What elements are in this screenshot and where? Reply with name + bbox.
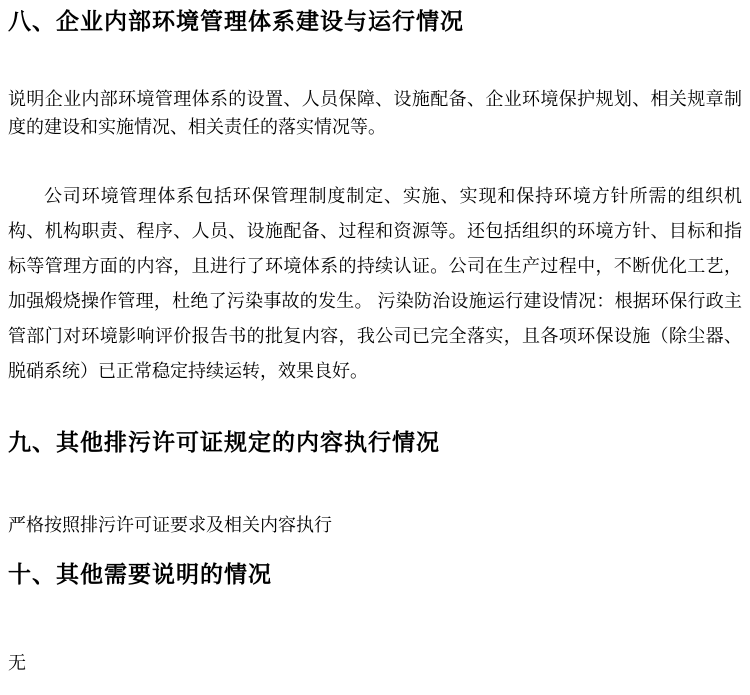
section-9-heading: 九、其他排污许可证规定的内容执行情况 [8,430,440,455]
section-8-body-paragraph: 公司环境管理体系包括环保管理制度制定、实施、实现和保持环境方针所需的组织机构、机构职责、程序、人员、设施配备、过程和资源等。还包括组织的环境方针、目标和指标等管理方面的内容，且进行了环境体系的持续认证。公司在生产过程中，不断优化工艺，加强煅烧操作管理，杜绝了污染事故的发生。 污染防治设施运行建设情况：根据环保行政主管部门对环境影响评价报告书的批复内容，我公司已完全落实，且各项环保设施（除尘器、脱硝系统）已正常稳定持续运转，效果良好。 [8,186,742,381]
section-10-heading: 十、其他需要说明的情况 [8,562,272,587]
section-10-body-paragraph: 无 [8,653,26,673]
section-8-heading: 八、企业内部环境管理体系建设与运行情况 [8,9,464,34]
section-8-intro-paragraph: 说明企业内部环境管理体系的设置、人员保障、设施配备、企业环境保护规划、相关规章制度的建设和实施情况、相关责任的落实情况等。 [8,89,742,137]
section-9 [8,427,742,539]
section-8 [8,0,742,389]
section-10 [8,559,742,677]
section-9-body-paragraph: 严格按照排污许可证要求及相关内容执行 [8,515,332,535]
